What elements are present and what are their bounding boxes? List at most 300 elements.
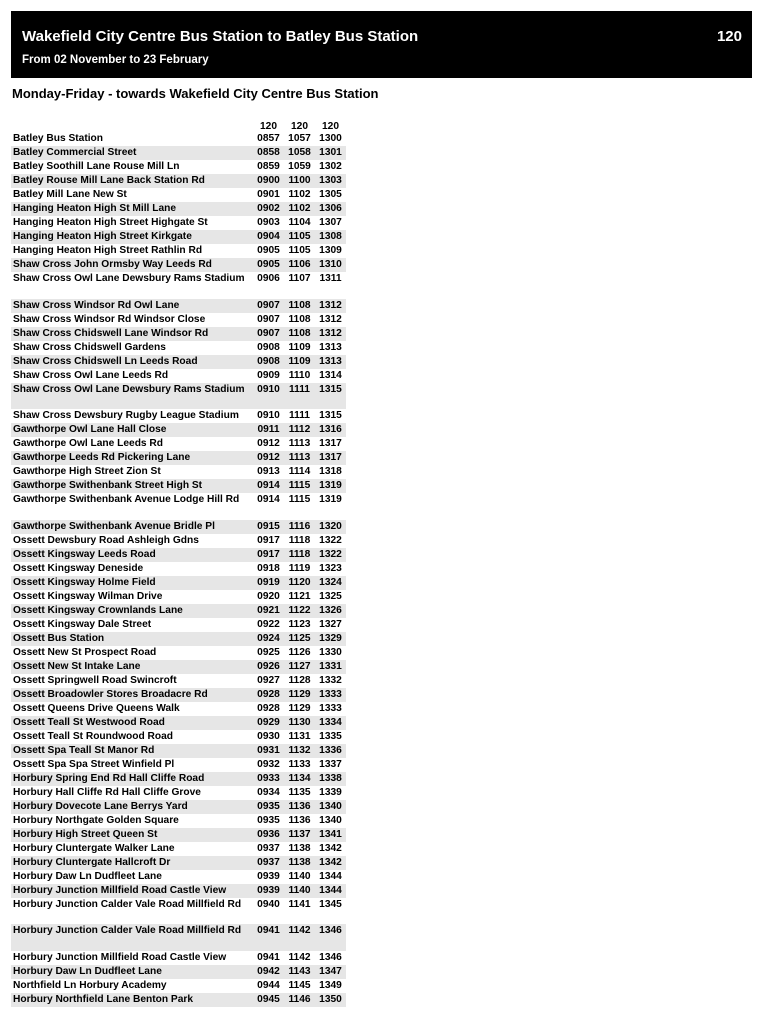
stop-name: Gawthorpe Leeds Rd Pickering Lane [11, 451, 253, 465]
departure-time: 1145 [288, 979, 311, 991]
departure-time: 0902 [253, 202, 284, 216]
departure-time: 1326 [315, 604, 346, 618]
stop-name: Gawthorpe Swithenbank Street High St [11, 479, 253, 493]
departure-time: 1340 [319, 814, 342, 826]
stop-name: Ossett Springwell Road Swincroft [13, 674, 177, 686]
table-row [11, 800, 346, 814]
stop-name: Shaw Cross Chidswell Lane Windsor Rd [11, 327, 253, 341]
table-row [11, 786, 346, 800]
departure-time: 1307 [319, 217, 342, 228]
table-row [11, 188, 346, 202]
section-title: Monday-Friday - towards Wakefield City Centre Bus Station [12, 86, 379, 101]
departure-time: 1113 [288, 438, 311, 449]
departure-time: 0922 [257, 618, 280, 630]
departure-time: 0912 [253, 451, 284, 465]
stop-name: Ossett Broadowler Stores Broadacre Rd [11, 688, 253, 702]
departure-time: 1111 [284, 383, 315, 410]
departure-time: 1314 [319, 369, 342, 381]
departure-time: 1334 [315, 716, 346, 730]
stop-name: Horbury Hall Cliffe Rd Hall Cliffe Grove [13, 786, 201, 798]
departure-time: 0904 [253, 230, 284, 244]
stop-name: Shaw Cross Owl Lane Dewsbury Rams Stadium [11, 383, 253, 410]
departure-time: 1137 [284, 828, 315, 842]
departure-time: 1312 [315, 299, 346, 313]
departure-time: 1322 [319, 534, 342, 546]
departure-time: 1115 [288, 494, 311, 505]
departure-time: 1132 [284, 744, 315, 758]
table-row [11, 993, 346, 1007]
departure-time: 1142 [284, 924, 315, 951]
table-row [11, 562, 346, 576]
departure-time: 0924 [253, 632, 284, 646]
table-row [11, 272, 346, 299]
departure-time: 1129 [288, 702, 311, 714]
departure-time: 1302 [319, 161, 342, 172]
departure-time: 1337 [319, 758, 342, 770]
table-row [11, 451, 346, 465]
departure-time: 1324 [315, 576, 346, 590]
stop-name: Gawthorpe Swithenbank Avenue Bridle Pl [11, 520, 253, 534]
departure-time: 0915 [253, 520, 284, 534]
departure-time: 1118 [284, 548, 315, 562]
departure-time: 1325 [319, 590, 342, 602]
departure-time: 1122 [284, 604, 315, 618]
table-row [11, 409, 346, 423]
stop-name: Shaw Cross Owl Lane Dewsbury Rams Stadium [13, 273, 245, 284]
departure-time: 0909 [257, 369, 280, 381]
departure-time: 0934 [257, 786, 280, 798]
table-row [11, 965, 346, 979]
departure-time: 1107 [288, 273, 311, 284]
table-row [11, 772, 346, 786]
departure-time: 1346 [315, 924, 346, 951]
stop-name: Ossett Kingsway Deneside [13, 562, 144, 574]
departure-time: 0921 [253, 604, 284, 618]
departure-time: 0928 [257, 702, 280, 714]
table-row [11, 423, 346, 437]
table-row [11, 604, 346, 618]
departure-time: 1317 [315, 451, 346, 465]
stop-name: Batley Mill Lane New St [13, 189, 127, 200]
departure-time: 0908 [257, 341, 280, 353]
departure-time: 1312 [315, 327, 346, 341]
stop-name: Ossett Teall St Westwood Road [11, 716, 253, 730]
departure-time: 1140 [284, 884, 315, 898]
departure-time: 0939 [253, 884, 284, 898]
departure-time: 1115 [284, 479, 315, 493]
table-row [11, 327, 346, 341]
departure-time: 1125 [284, 632, 315, 646]
stop-name: Shaw Cross Windsor Rd Windsor Close [13, 313, 206, 325]
table-row [11, 437, 346, 451]
departure-time: 1100 [284, 174, 315, 188]
timetable-body [11, 132, 346, 1007]
stop-name: Ossett Bus Station [11, 632, 253, 646]
departure-time: 1112 [284, 423, 315, 437]
stop-name: Horbury Junction Calder Vale Road Millfield Rd [11, 924, 253, 951]
departure-time: 1057 [288, 133, 311, 144]
stop-name: Shaw Cross John Ormsby Way Leeds Rd [11, 258, 253, 272]
departure-time: 1305 [319, 189, 342, 200]
departure-time: 0935 [253, 800, 284, 814]
departure-time: 1330 [319, 646, 342, 658]
departure-time: 1131 [288, 730, 311, 742]
departure-time: 1138 [288, 842, 311, 854]
timetable-header [11, 11, 752, 78]
stop-name: Horbury Spring End Rd Hall Cliffe Road [11, 772, 253, 786]
stop-name: Hanging Heaton High Street Rathlin Rd [13, 245, 203, 256]
table-row [11, 216, 346, 230]
departure-time: 1111 [289, 410, 310, 421]
departure-time: 0910 [253, 383, 284, 410]
departure-time: 0907 [253, 327, 284, 341]
departure-time: 0917 [257, 534, 280, 546]
departure-time: 1311 [319, 273, 342, 284]
departure-time: 1118 [288, 534, 311, 546]
departure-time: 1114 [288, 466, 311, 477]
departure-time: 0920 [257, 590, 280, 602]
departure-time: 1310 [315, 258, 346, 272]
table-row [11, 730, 346, 744]
departure-time: 0859 [257, 161, 280, 172]
departure-time: 1319 [315, 479, 346, 493]
stop-name: Ossett Dewsbury Road Ashleigh Gdns [13, 534, 199, 546]
departure-time: 1308 [315, 230, 346, 244]
table-row [11, 842, 346, 856]
table-row [11, 576, 346, 590]
stop-name: Horbury Junction Millfield Road Castle View [13, 951, 227, 963]
table-row [11, 520, 346, 534]
departure-time: 1138 [284, 856, 315, 870]
stop-name: Horbury Daw Ln Dudfleet Lane [13, 870, 162, 882]
departure-time: 1336 [315, 744, 346, 758]
stop-name: Horbury Cluntergate Hallcroft Dr [11, 856, 253, 870]
table-row [11, 341, 346, 355]
stop-name: Shaw Cross Chidswell Gardens [13, 341, 166, 353]
stop-name: Hanging Heaton High St Mill Lane [11, 202, 253, 216]
table-row [11, 174, 346, 188]
stop-name: Batley Soothill Lane Rouse Mill Ln [13, 161, 180, 172]
departure-time: 0913 [257, 466, 280, 477]
table-row [11, 924, 346, 951]
departure-time: 1109 [284, 355, 315, 369]
departure-time: 0940 [257, 898, 280, 910]
stop-name: Shaw Cross Owl Lane Leeds Rd [13, 369, 169, 381]
column-header: 120 [322, 121, 339, 132]
stop-name: Ossett Teall St Roundwood Road [13, 730, 173, 742]
table-row [11, 146, 346, 160]
stop-name: Batley Rouse Mill Lane Back Station Rd [11, 174, 253, 188]
departure-time: 0945 [253, 993, 284, 1007]
timetable-title: Wakefield City Centre Bus Station to Batley Bus Station [22, 28, 419, 45]
table-row [11, 632, 346, 646]
departure-time: 1135 [288, 786, 311, 798]
departure-time: 1102 [288, 189, 311, 200]
departure-time: 1349 [319, 979, 342, 991]
table-row [11, 702, 346, 716]
departure-time: 1146 [284, 993, 315, 1007]
departure-time: 1140 [288, 870, 311, 882]
departure-time: 1058 [284, 146, 315, 160]
stop-column-header [11, 117, 253, 132]
departure-time: 1322 [315, 548, 346, 562]
validity-dates: From 02 November to 23 February [22, 54, 209, 66]
departure-time: 1120 [284, 576, 315, 590]
departure-time: 1130 [284, 716, 315, 730]
departure-time: 1335 [319, 730, 342, 742]
departure-time: 0937 [257, 842, 280, 854]
table-row [11, 313, 346, 327]
departure-time: 1110 [288, 369, 311, 381]
departure-time: 1317 [319, 438, 342, 449]
departure-time: 0905 [253, 258, 284, 272]
stop-name: Ossett Spa Spa Street Winfield Pl [13, 758, 175, 770]
departure-time: 1340 [315, 800, 346, 814]
timetable-table [11, 117, 346, 1007]
departure-time: 0914 [257, 494, 280, 505]
departure-time: 0930 [257, 730, 280, 742]
departure-time: 1136 [284, 800, 315, 814]
departure-time: 0917 [253, 548, 284, 562]
table-row [11, 534, 346, 548]
departure-time: 1128 [288, 674, 311, 686]
departure-time: 1303 [315, 174, 346, 188]
stop-name: Ossett Spa Teall St Manor Rd [11, 744, 253, 758]
departure-time: 0939 [257, 870, 280, 882]
departure-time: 1126 [288, 646, 311, 658]
departure-time: 1318 [319, 466, 342, 477]
departure-time: 0910 [257, 410, 280, 421]
stop-name: Horbury Northfield Lane Benton Park [11, 993, 253, 1007]
stop-name: Batley Commercial Street [11, 146, 253, 160]
stop-name: Shaw Cross Dewsbury Rugby League Stadium [13, 410, 239, 421]
table-row [11, 258, 346, 272]
table-row [11, 465, 346, 479]
table-row [11, 160, 346, 174]
stop-name: Gawthorpe Owl Lane Leeds Rd [13, 438, 164, 449]
departure-time: 1329 [315, 632, 346, 646]
stop-name: Northfield Ln Horbury Academy [13, 979, 167, 991]
departure-time: 1312 [319, 313, 342, 325]
departure-time: 1106 [284, 258, 315, 272]
departure-time: 1344 [315, 884, 346, 898]
departure-time: 0858 [253, 146, 284, 160]
departure-time: 1136 [288, 814, 311, 826]
departure-time: 0914 [253, 479, 284, 493]
departure-time: 1339 [319, 786, 342, 798]
departure-time: 1127 [284, 660, 315, 674]
departure-time: 1333 [319, 702, 342, 714]
departure-time: 1346 [319, 951, 342, 963]
table-row [11, 758, 346, 772]
departure-time: 0925 [257, 646, 280, 658]
stop-name: Gawthorpe High Street Zion St [13, 466, 161, 477]
departure-time: 1313 [319, 341, 342, 353]
stop-name: Horbury Cluntergate Walker Lane [13, 842, 175, 854]
departure-time: 0931 [253, 744, 284, 758]
table-row [11, 493, 346, 520]
stop-name: Horbury Junction Millfield Road Castle View [11, 884, 253, 898]
column-header: 120 [291, 121, 308, 132]
stop-name: Gawthorpe Swithenbank Avenue Lodge Hill Rd [13, 494, 240, 505]
departure-time: 1059 [288, 161, 311, 172]
table-row [11, 814, 346, 828]
departure-time: 1129 [284, 688, 315, 702]
table-row [11, 202, 346, 216]
table-row [11, 479, 346, 493]
table-row [11, 383, 346, 410]
route-number: 120 [716, 28, 742, 45]
departure-time: 1142 [288, 951, 311, 963]
table-row [11, 870, 346, 884]
departure-time: 1301 [315, 146, 346, 160]
table-row [11, 884, 346, 898]
departure-time: 1134 [284, 772, 315, 786]
stop-name: Batley Bus Station [13, 133, 104, 144]
departure-time: 0937 [253, 856, 284, 870]
stop-name: Gawthorpe Owl Lane Hall Close [11, 423, 253, 437]
departure-time: 1119 [288, 562, 311, 574]
departure-time: 0936 [253, 828, 284, 842]
departure-time: 0918 [257, 562, 280, 574]
departure-time: 1133 [288, 758, 311, 770]
departure-time: 1306 [315, 202, 346, 216]
departure-time: 0919 [253, 576, 284, 590]
departure-time: 1331 [315, 660, 346, 674]
stop-name: Horbury Northgate Golden Square [13, 814, 179, 826]
stop-name: Ossett New St Prospect Road [13, 646, 157, 658]
departure-time: 0907 [257, 313, 280, 325]
departure-time: 1102 [284, 202, 315, 216]
departure-time: 0941 [253, 924, 284, 951]
departure-time: 1105 [284, 230, 315, 244]
departure-time: 1105 [288, 245, 311, 256]
table-row [11, 688, 346, 702]
stop-name: Shaw Cross Windsor Rd Owl Lane [11, 299, 253, 313]
table-row [11, 230, 346, 244]
departure-time: 1121 [288, 590, 311, 602]
table-row [11, 646, 346, 660]
departure-time: 1347 [315, 965, 346, 979]
stop-name: Horbury High Street Queen St [11, 828, 253, 842]
departure-time: 1109 [288, 341, 311, 353]
departure-time: 0903 [257, 217, 280, 228]
departure-time: 1108 [284, 327, 315, 341]
departure-time: 0906 [257, 273, 280, 284]
table-row [11, 674, 346, 688]
table-row [11, 618, 346, 632]
table-row [11, 590, 346, 604]
departure-time: 1309 [319, 245, 342, 256]
departure-time: 1332 [319, 674, 342, 686]
table-row [11, 660, 346, 674]
departure-time: 0857 [257, 133, 280, 144]
table-row [11, 369, 346, 383]
departure-time: 0905 [257, 245, 280, 256]
departure-time: 1323 [319, 562, 342, 574]
departure-time: 1320 [315, 520, 346, 534]
stop-name: Ossett Kingsway Wilman Drive [13, 590, 163, 602]
stop-name: Ossett New St Intake Lane [11, 660, 253, 674]
stop-name: Shaw Cross Chidswell Ln Leeds Road [11, 355, 253, 369]
stop-name: Ossett Queens Drive Queens Walk [13, 702, 180, 714]
table-row [11, 244, 346, 258]
departure-time: 1315 [319, 410, 342, 421]
table-row [11, 979, 346, 993]
departure-time: 0907 [253, 299, 284, 313]
stop-name: Hanging Heaton High Street Kirkgate [11, 230, 253, 244]
table-row [11, 898, 346, 925]
departure-time: 0926 [253, 660, 284, 674]
departure-time: 0912 [257, 438, 280, 449]
departure-time: 1113 [284, 451, 315, 465]
stop-name: Ossett Kingsway Dale Street [13, 618, 152, 630]
stop-name: Ossett Kingsway Holme Field [11, 576, 253, 590]
stop-name: Horbury Junction Calder Vale Road Millfield Rd [13, 898, 242, 910]
departure-time: 1342 [315, 856, 346, 870]
departure-time: 0942 [253, 965, 284, 979]
departure-time: 1116 [284, 520, 315, 534]
departure-time: 0933 [253, 772, 284, 786]
departure-time: 1327 [319, 618, 342, 630]
departure-time: 0900 [253, 174, 284, 188]
table-header-row [11, 117, 346, 132]
table-row [11, 355, 346, 369]
departure-time: 1344 [319, 870, 342, 882]
departure-time: 1341 [315, 828, 346, 842]
departure-time: 1104 [288, 217, 311, 228]
departure-time: 1316 [315, 423, 346, 437]
departure-time: 0932 [257, 758, 280, 770]
stop-name: Horbury Dovecote Lane Berrys Yard [11, 800, 253, 814]
departure-time: 1333 [315, 688, 346, 702]
stop-name: Ossett Kingsway Leeds Road [11, 548, 253, 562]
departure-time: 0908 [253, 355, 284, 369]
departure-time: 1141 [288, 898, 311, 910]
departure-time: 1350 [315, 993, 346, 1007]
column-header: 120 [260, 121, 277, 132]
departure-time: 1108 [288, 313, 311, 325]
departure-time: 1108 [284, 299, 315, 313]
stop-name: Hanging Heaton High Street Highgate St [13, 217, 208, 228]
departure-time: 0927 [257, 674, 280, 686]
table-row [11, 856, 346, 870]
departure-time: 1319 [319, 494, 342, 505]
table-row [11, 744, 346, 758]
departure-time: 1345 [319, 898, 342, 910]
departure-time: 0935 [257, 814, 280, 826]
table-row [11, 299, 346, 313]
departure-time: 0901 [257, 189, 280, 200]
departure-time: 1338 [315, 772, 346, 786]
departure-time: 1315 [315, 383, 346, 410]
departure-time: 0911 [253, 423, 284, 437]
departure-time: 0929 [253, 716, 284, 730]
departure-time: 1123 [288, 618, 311, 630]
departure-time: 0944 [257, 979, 280, 991]
stop-name: Ossett Kingsway Crownlands Lane [11, 604, 253, 618]
departure-time: 0928 [253, 688, 284, 702]
table-row [11, 828, 346, 842]
table-row [11, 716, 346, 730]
departure-time: 1342 [319, 842, 342, 854]
stop-name: Horbury Daw Ln Dudfleet Lane [11, 965, 253, 979]
table-row [11, 951, 346, 965]
departure-time: 1143 [284, 965, 315, 979]
departure-time: 1300 [319, 133, 342, 144]
table-row [11, 132, 346, 146]
departure-time: 1313 [315, 355, 346, 369]
